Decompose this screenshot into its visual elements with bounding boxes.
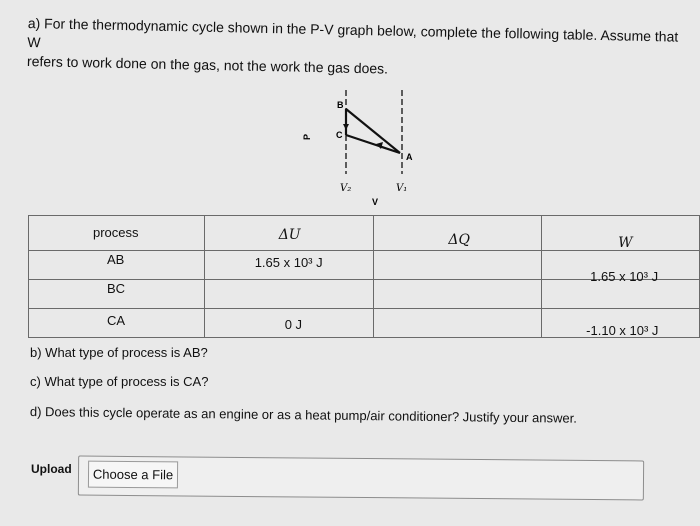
table-row bbox=[29, 309, 700, 338]
header-delta-u-label: ΔU bbox=[278, 227, 301, 243]
du-ab-value: 1.65 x 10³ J bbox=[254, 255, 323, 270]
pv-graph bbox=[300, 82, 430, 212]
graph-v-label: V bbox=[372, 197, 379, 207]
cell-process-ab bbox=[29, 251, 205, 280]
header-w bbox=[542, 216, 700, 251]
cell-process-ca bbox=[29, 309, 205, 338]
cell-dq-ab bbox=[374, 251, 542, 280]
question-d: d) Does this cycle operate as an engine or as a heat pump/air conditioner? Justify your answer. bbox=[29, 404, 577, 426]
process-ab-label: AB bbox=[107, 252, 125, 267]
cell-dq-bc bbox=[374, 280, 542, 309]
w-ab-value: 1.65 x 10³ J bbox=[590, 269, 659, 284]
cell-dq-ca bbox=[374, 309, 542, 338]
graph-point-b: B bbox=[337, 100, 344, 110]
question-a-line2: refers to work done on the gas, not the work the gas does. bbox=[26, 52, 389, 77]
process-ca-label: CA bbox=[107, 313, 126, 328]
cell-process-bc bbox=[29, 280, 205, 309]
graph-v2-label: V₂ bbox=[340, 183, 352, 194]
cell-w-ab bbox=[542, 251, 700, 284]
cell-du-ca bbox=[204, 309, 374, 338]
w-ca-value: -1.10 x 10³ J bbox=[586, 323, 659, 338]
question-b: b) What type of process is AB? bbox=[30, 345, 208, 360]
question-a bbox=[27, 14, 693, 85]
table-row bbox=[29, 251, 700, 280]
header-delta-q bbox=[374, 216, 542, 251]
header-delta-q-label: ΔQ bbox=[448, 232, 471, 248]
choose-file-button[interactable]: Choose a File bbox=[88, 461, 178, 489]
cell-du-ab bbox=[204, 251, 374, 280]
header-process-label: process bbox=[93, 225, 139, 240]
du-ca-value: 0 J bbox=[284, 317, 303, 332]
question-a-line1: a) For the thermodynamic cycle shown in the P-V graph below, complete the following table. Assume that W bbox=[27, 14, 679, 51]
question-c: c) What type of process is CA? bbox=[30, 374, 209, 389]
cell-du-bc bbox=[204, 280, 374, 309]
graph-v1-label: V₁ bbox=[396, 183, 408, 194]
table-header-row bbox=[29, 216, 700, 251]
cell-w-ca bbox=[542, 309, 700, 338]
upload-field[interactable] bbox=[78, 456, 644, 501]
table-row bbox=[29, 280, 700, 309]
graph-point-a: A bbox=[406, 152, 413, 162]
header-w-label: W bbox=[618, 235, 633, 251]
process-bc-label: BC bbox=[107, 281, 126, 296]
upload-label: Upload bbox=[31, 462, 72, 476]
header-process bbox=[29, 216, 205, 251]
cell-w-bc bbox=[542, 280, 700, 309]
header-delta-u bbox=[204, 216, 374, 251]
graph-point-c: C bbox=[336, 130, 343, 140]
process-table bbox=[28, 215, 700, 338]
graph-p-label: P bbox=[302, 133, 312, 140]
